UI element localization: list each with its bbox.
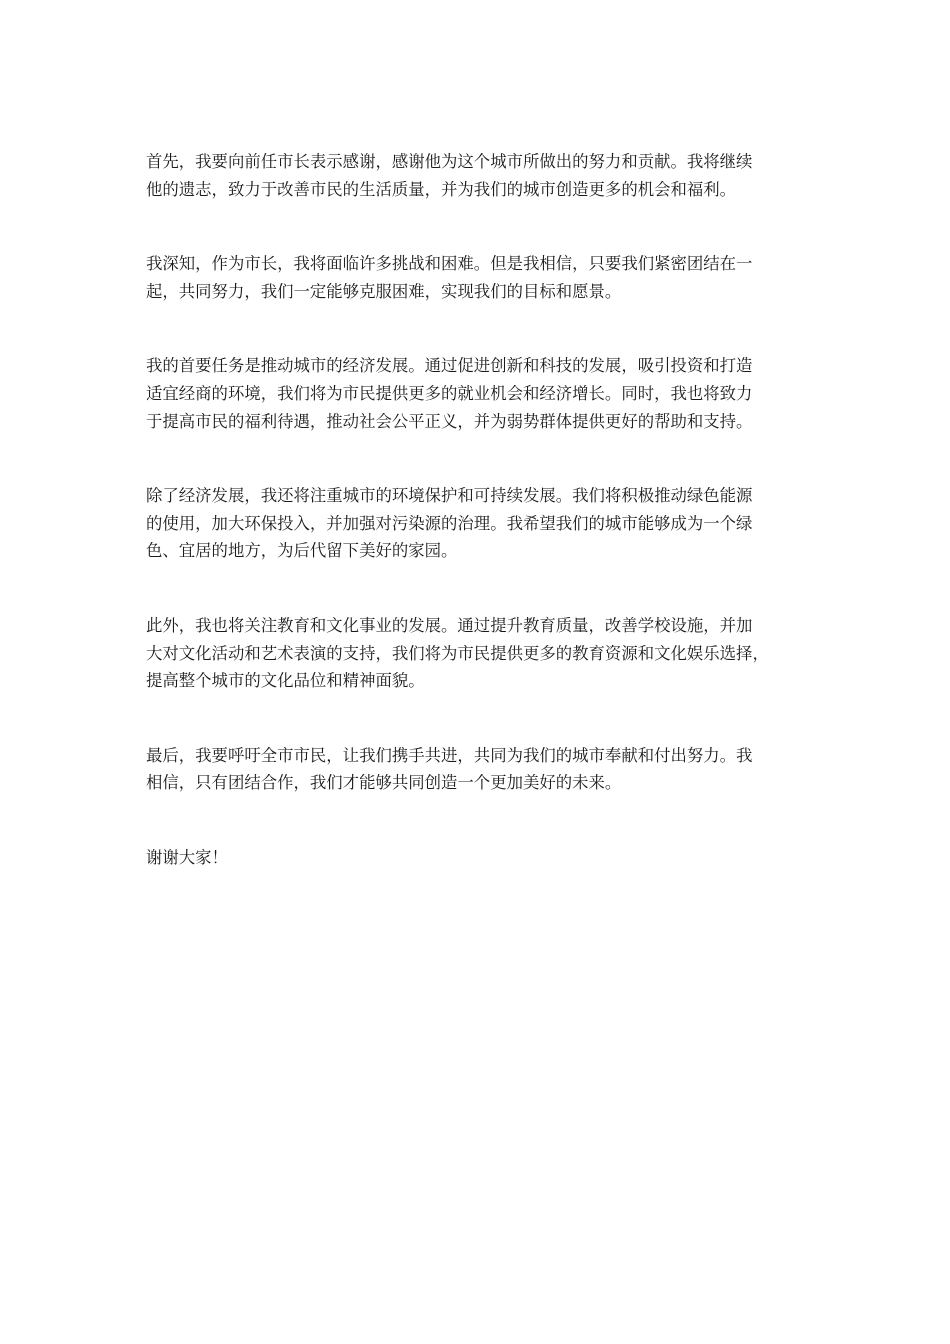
- paragraph-3: 我的首要任务是推动城市的经济发展。通过促进创新和科技的发展，吸引投资和打造 适宜经商的环境，我们将为市民提供更多的就业机会和经济增长。同时，我也将致力 于提高市民的福利待遇，推动社会公平正义，并为弱势群体提供更好的帮助和支持。: [146, 356, 753, 431]
- paragraph-5: 此外，我也将关注教育和文化事业的发展。通过提升教育质量，改善学校设施，并加 大对文化活动和艺术表演的支持，我们将为市民提供更多的教育资源和文化娱乐选择， 提高整个城市的文化品位和精神面貌。: [146, 615, 769, 691]
- paragraph-4: 除了经济发展，我还将注重城市的环境保护和可持续发展。我们将积极推动绿色能源 的使用，加大环保投入，并加强对污染源的治理。我希望我们的城市能够成为一个绿 色、宜居的地方，为后代留下美好的家园。: [146, 486, 753, 561]
- closing-line: 谢谢大家！: [146, 847, 228, 867]
- paragraph-1: 首先，我要向前任市长表示感谢，感谢他为这个城市所做出的努力和贡献。我将继续 他的遗志，致力于改善市民的生活质量，并为我们的城市创造更多的机会和福利。: [146, 152, 753, 199]
- paragraph-6: 最后，我要呼吁全市市民，让我们携手共进，共同为我们的城市奉献和付出努力。我 相信，只有团结合作，我们才能够共同创造一个更加美好的未来。: [146, 745, 753, 793]
- document-body: [146, 148, 810, 872]
- paragraph-2: 我深知，作为市长，我将面临许多挑战和困难。但是我相信，只要我们紧密团结在一 起，共同努力，我们一定能够克服困难，实现我们的目标和愿景。: [146, 254, 753, 301]
